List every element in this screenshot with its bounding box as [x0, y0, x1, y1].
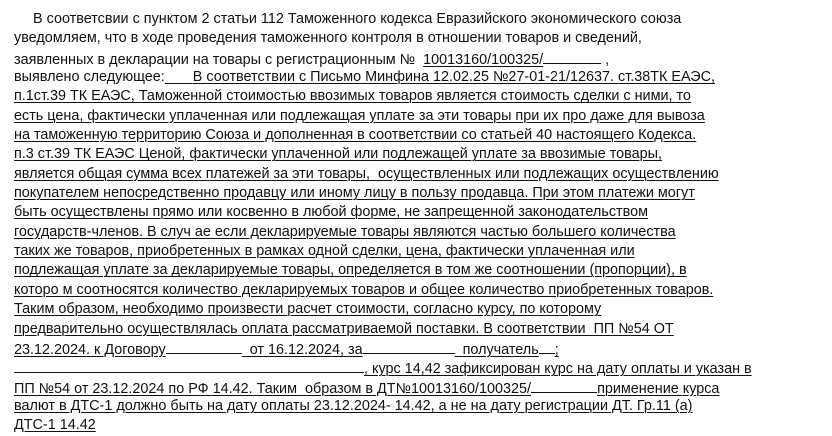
punctuation: , [605, 51, 610, 68]
line-text: ДТС-1 14.42 [14, 417, 96, 434]
text-line [14, 358, 820, 377]
blank-field [531, 378, 597, 393]
line-text: таких же товаров, приобретенных в рамках одной сделки, цена, фактически уплаченная или [14, 243, 635, 260]
line-text: государств-членов. В случ ае если декларируемые товары являются частью большего количества [14, 223, 676, 240]
line-text: от 16.12.2024, за [249, 341, 363, 358]
text-line [14, 378, 820, 397]
text-line [14, 242, 820, 261]
line-text: которо м соотносятся количество декларируемых товаров и общее количество приобретенных товаров. [14, 281, 714, 298]
line-text: быть осуществлены прямо или косвенно в любой форме, не запрещенной законодательством [14, 204, 648, 221]
text-line [14, 184, 820, 203]
blank-field [543, 49, 601, 64]
blank-field [14, 358, 364, 373]
line-text: 23.12.2024. к Договору [14, 341, 166, 358]
text-line [14, 320, 820, 339]
text-line [14, 29, 820, 48]
line-text: В соответствии с Письмо Минфина 12.02.25 №27-01-21/12637. ст.38ТК ЕАЭС, [192, 69, 715, 86]
text-line [14, 68, 820, 87]
line-text: предварительно осуществлялась оплата рассматриваемой поставки. В соответствии ПП №54 ОТ [14, 320, 674, 337]
text-line [14, 107, 820, 126]
text-line [14, 281, 820, 300]
declaration-number: 10013160/100325/ [423, 51, 544, 68]
line-text: п.1ст.39 ТК ЕАЭС, Таможенной стоимостью ввозимых товаров является стоимость сделки с ними, то [14, 88, 691, 105]
text-line [14, 126, 820, 145]
line-text: , курс 14,42 зафиксирован курс на дату оплаты и указан в [364, 361, 752, 378]
text-line [14, 87, 820, 106]
blank-field [363, 339, 455, 354]
text-line [14, 145, 820, 164]
text-line [14, 10, 820, 29]
line-text: на таможенную территорию Союза и дополненная в соответствии со статьей 40 настоящего Кодекса. [14, 127, 697, 144]
line-text: валют в ДТС-1 должно быть на дату оплаты 23.12.2024- 14.42, а не на дату регистрации ДТ. Гр.11 (а) [14, 397, 693, 414]
line-text: ПП №54 от 23.12.2024 по РФ 14.42. Таким образом в ДТ№10013160/100325/ [14, 380, 532, 397]
text-line [14, 165, 820, 184]
line-text: получатель [462, 341, 539, 358]
text-line [14, 223, 820, 242]
punctuation: ; [554, 341, 559, 358]
text-line [14, 397, 820, 416]
line-text: есть цена, фактически уплаченная или подлежащая уплате за эти товары при их про даже для вывоза [14, 107, 705, 124]
text-line [14, 203, 820, 222]
line-text: Таким образом, необходимо произвести расчет стоимости, согласно курсу, по которому [14, 301, 602, 318]
text-line [14, 416, 820, 435]
blank-field [539, 339, 555, 354]
text-line [14, 300, 820, 319]
text-line [14, 261, 820, 280]
blank-field [166, 339, 242, 354]
line-text: уведомляем, что в ходе проведения таможенного контроля в отношении товаров и сведений, [14, 30, 642, 47]
line-text: подлежащая уплате за декларируемые товары, определяется в том же соотношении (пропорции), в [14, 262, 687, 279]
line-text: применение курса [597, 380, 720, 397]
text-line [14, 339, 820, 358]
notice-document [14, 10, 820, 436]
text-line [14, 49, 820, 68]
line-text: выявлено следующее: [14, 69, 165, 86]
line-text: заявленных в декларации на товары с регистрационным № [14, 51, 416, 68]
line-text: п.3 ст.39 ТК ЕАЭС Ценой, фактически уплаченной или подлежащей уплате за ввозимые товары, [14, 146, 663, 163]
line-text: В соответсвии с пунктом 2 статьи 112 Таможенного кодекса Евразийского экономического союза [33, 11, 682, 27]
line-text: является общая сумма всех платежей за эти товары, осуществленных или подлежащих осуществлению [14, 165, 719, 182]
line-text: покупателем непосредственно продавцу или иному лицу в пользу продавца. При этом платежи могут [14, 185, 695, 202]
